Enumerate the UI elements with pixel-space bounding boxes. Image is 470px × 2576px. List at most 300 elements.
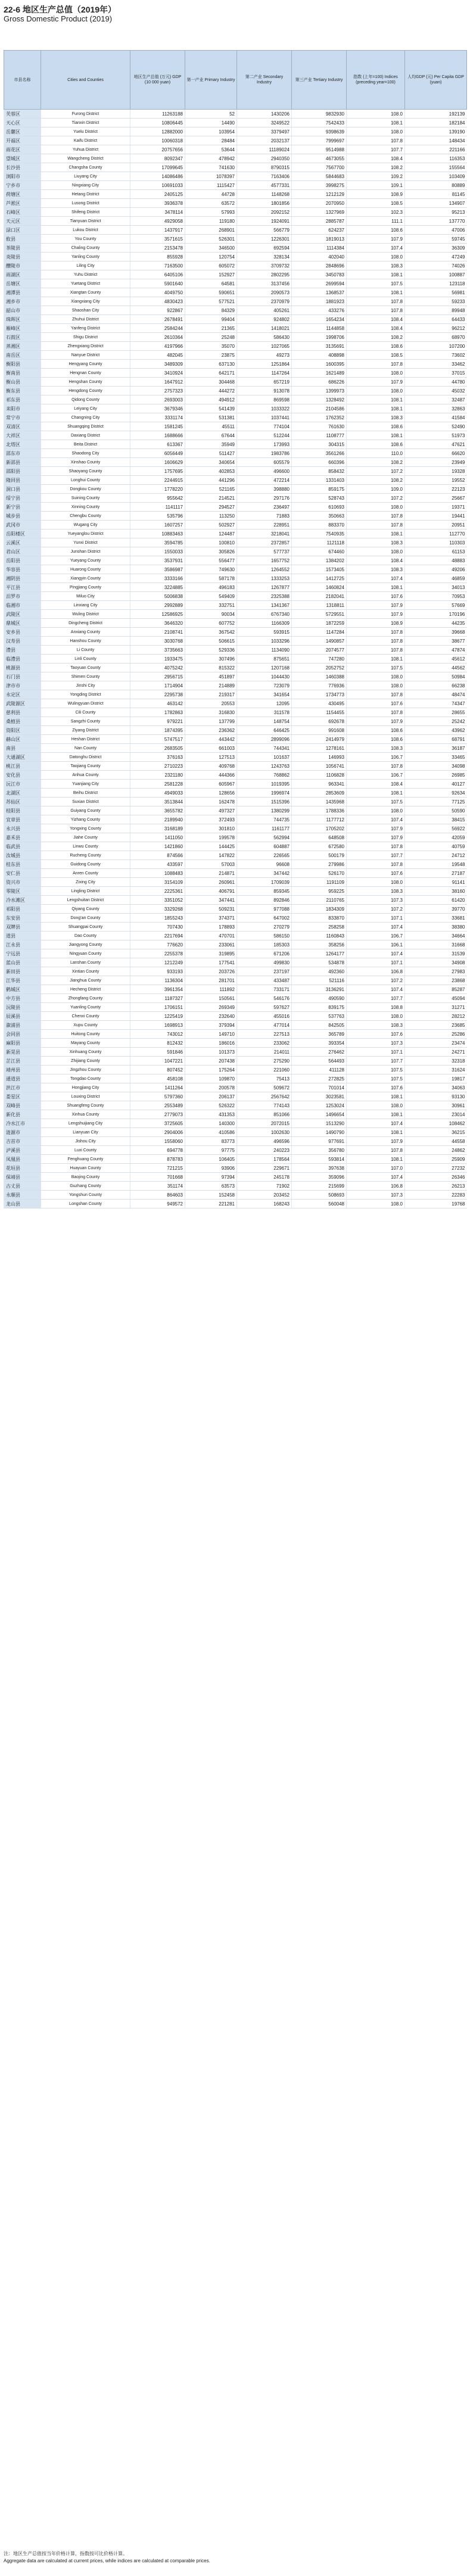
table-cell: 297176 bbox=[237, 494, 292, 503]
table-cell: 528743 bbox=[292, 494, 347, 503]
table-cell: 268901 bbox=[185, 226, 237, 235]
region-name-en: Louxing District bbox=[41, 1092, 130, 1101]
table-cell: 106.8 bbox=[347, 967, 405, 976]
region-name-cn: 武陵源区 bbox=[4, 699, 41, 708]
table-cell: 430495 bbox=[292, 699, 347, 708]
table-cell: 110303 bbox=[405, 538, 467, 547]
table-cell: 206137 bbox=[185, 1092, 237, 1101]
table-cell: 4049750 bbox=[130, 288, 185, 297]
table-cell: 2104586 bbox=[292, 404, 347, 413]
table-cell: 107.8 bbox=[347, 512, 405, 521]
region-name-en: Jinshi City bbox=[41, 681, 130, 690]
table-cell: 57003 bbox=[185, 860, 237, 869]
table-cell: 2553489 bbox=[130, 1101, 185, 1110]
table-cell: 521116 bbox=[292, 976, 347, 985]
table-cell: 833870 bbox=[292, 914, 347, 923]
table-cell: 1657752 bbox=[237, 556, 292, 565]
table-cell: 108.3 bbox=[347, 261, 405, 270]
table-cell: 351174 bbox=[130, 1182, 185, 1191]
table-cell: 227513 bbox=[237, 1030, 292, 1039]
table-cell: 107.8 bbox=[347, 136, 405, 145]
table-cell: 1734773 bbox=[292, 690, 347, 699]
table-cell: 107200 bbox=[405, 342, 467, 351]
table-cell: 107.2 bbox=[347, 494, 405, 503]
table-cell: 36309 bbox=[405, 244, 467, 253]
region-name-cn: 沅江市 bbox=[4, 780, 41, 789]
table-cell: 2956715 bbox=[130, 672, 185, 681]
region-name-cn: 安乡县 bbox=[4, 628, 41, 637]
table-cell: 1384202 bbox=[292, 556, 347, 565]
region-name-en: Anxiang County bbox=[41, 628, 130, 637]
table-cell: 214871 bbox=[185, 869, 237, 878]
region-name-cn: 永兴县 bbox=[4, 824, 41, 833]
table-cell: 233061 bbox=[185, 940, 237, 949]
table-cell: 23474 bbox=[405, 1039, 467, 1048]
table-cell: 991608 bbox=[292, 726, 347, 735]
table-row bbox=[4, 762, 467, 771]
table-row bbox=[4, 1101, 467, 1110]
table-cell: 23949 bbox=[405, 458, 467, 467]
table-row bbox=[4, 395, 467, 404]
region-name-en: Qiyang County bbox=[41, 905, 130, 914]
table-cell: 7163406 bbox=[237, 172, 292, 181]
table-row bbox=[4, 914, 467, 923]
table-cell: 1212129 bbox=[292, 190, 347, 199]
region-name-cn: 桂阳县 bbox=[4, 806, 41, 815]
table-cell: 35070 bbox=[185, 342, 237, 351]
region-name-cn: 花垣县 bbox=[4, 1164, 41, 1173]
region-name-en: Suining County bbox=[41, 494, 130, 503]
table-cell: 102.3 bbox=[347, 208, 405, 217]
region-name-cn: 江永县 bbox=[4, 940, 41, 949]
table-cell: 260961 bbox=[185, 878, 237, 887]
table-cell: 107.8 bbox=[347, 297, 405, 306]
region-name-cn: 常宁市 bbox=[4, 413, 41, 422]
region-name-en: Xinhuang County bbox=[41, 1048, 130, 1057]
table-cell: 332751 bbox=[185, 601, 237, 610]
table-cell: 1996974 bbox=[237, 789, 292, 798]
table-cell: 107.9 bbox=[347, 833, 405, 842]
table-row bbox=[4, 315, 467, 324]
region-name-en: Lianyuan City bbox=[41, 1128, 130, 1137]
table-cell: 32863 bbox=[405, 404, 467, 413]
table-cell: 23868 bbox=[405, 976, 467, 985]
table-cell: 316830 bbox=[185, 708, 237, 717]
table-row bbox=[4, 1146, 467, 1155]
table-cell: 1418021 bbox=[237, 324, 292, 333]
table-cell: 761630 bbox=[292, 422, 347, 431]
region-name-en: Chenxi County bbox=[41, 1012, 130, 1021]
table-row bbox=[4, 708, 467, 717]
table-cell: 107.9 bbox=[347, 824, 405, 833]
region-name-en: Nanyue District bbox=[41, 351, 130, 360]
table-cell: 2189940 bbox=[130, 815, 185, 824]
region-name-cn: 临武县 bbox=[4, 842, 41, 851]
table-cell: 2092152 bbox=[237, 208, 292, 217]
table-row bbox=[4, 1191, 467, 1200]
table-cell: 107.8 bbox=[347, 690, 405, 699]
region-name-en: Lukou District bbox=[41, 226, 130, 235]
table-cell: 1141117 bbox=[130, 503, 185, 512]
table-cell: 2217694 bbox=[130, 932, 185, 940]
table-cell: 1148268 bbox=[237, 190, 292, 199]
table-cell: 107.8 bbox=[347, 708, 405, 717]
table-row bbox=[4, 110, 467, 119]
table-cell: 7542433 bbox=[292, 119, 347, 127]
table-cell: 22123 bbox=[405, 485, 467, 494]
region-name-en: Hengdong County bbox=[41, 387, 130, 395]
table-cell: 1834309 bbox=[292, 905, 347, 914]
table-cell: 146993 bbox=[292, 753, 347, 762]
table-cell: 108.1 bbox=[347, 431, 405, 440]
table-cell: 1399973 bbox=[292, 387, 347, 395]
table-row bbox=[4, 1003, 467, 1012]
table-cell: 64433 bbox=[405, 315, 467, 324]
table-cell: 5729551 bbox=[292, 610, 347, 619]
table-cell: 1513290 bbox=[292, 1119, 347, 1128]
table-cell: 405261 bbox=[237, 306, 292, 315]
table-row bbox=[4, 735, 467, 744]
region-name-en: Mayang County bbox=[41, 1039, 130, 1048]
table-cell: 1088483 bbox=[130, 869, 185, 878]
region-name-cn: 雨湖区 bbox=[4, 270, 41, 279]
region-name-en: Zhijiang County bbox=[41, 1057, 130, 1066]
region-name-cn: 桃江县 bbox=[4, 762, 41, 771]
table-row bbox=[4, 789, 467, 798]
table-row bbox=[4, 503, 467, 512]
table-cell: 1881923 bbox=[292, 297, 347, 306]
table-cell: 1047221 bbox=[130, 1057, 185, 1066]
region-name-en: Xiangtan County bbox=[41, 288, 130, 297]
table-cell: 2325388 bbox=[237, 592, 292, 601]
table-cell: 374371 bbox=[185, 914, 237, 923]
table-cell: 107.2 bbox=[347, 976, 405, 985]
table-cell: 51973 bbox=[405, 431, 467, 440]
region-name-cn: 新化县 bbox=[4, 1110, 41, 1119]
table-row bbox=[4, 413, 467, 422]
table-cell: 692678 bbox=[292, 717, 347, 726]
table-cell: 2295738 bbox=[130, 690, 185, 699]
table-row bbox=[4, 494, 467, 503]
table-cell: 1437917 bbox=[130, 226, 185, 235]
region-name-cn: 会同县 bbox=[4, 1030, 41, 1039]
table-cell: 774104 bbox=[237, 422, 292, 431]
table-cell: 168243 bbox=[237, 1200, 292, 1208]
table-cell: 93130 bbox=[405, 1092, 467, 1101]
table-cell: 859345 bbox=[237, 887, 292, 896]
region-name-cn: 吉首市 bbox=[4, 1137, 41, 1146]
table-cell: 3478114 bbox=[130, 208, 185, 217]
region-name-en: Lusong District bbox=[41, 199, 130, 208]
region-name-cn: 芦淞区 bbox=[4, 199, 41, 208]
table-cell: 33462 bbox=[405, 360, 467, 369]
table-cell: 8092347 bbox=[130, 154, 185, 163]
table-cell: 108.0 bbox=[347, 806, 405, 815]
table-row bbox=[4, 753, 467, 762]
table-cell: 1706151 bbox=[130, 1003, 185, 1012]
table-cell: 149710 bbox=[185, 1030, 237, 1039]
table-cell: 215699 bbox=[292, 1182, 347, 1191]
table-row bbox=[4, 1137, 467, 1146]
table-cell: 2885787 bbox=[292, 217, 347, 226]
table-cell: 21365 bbox=[185, 324, 237, 333]
region-name-cn: 道县 bbox=[4, 932, 41, 940]
table-cell: 83773 bbox=[185, 1137, 237, 1146]
table-cell: 3135691 bbox=[292, 342, 347, 351]
table-row bbox=[4, 235, 467, 244]
table-cell: 108.4 bbox=[347, 154, 405, 163]
table-cell: 108.1 bbox=[347, 789, 405, 798]
table-row bbox=[4, 717, 467, 726]
table-cell: 410586 bbox=[185, 1128, 237, 1137]
table-cell: 463142 bbox=[130, 699, 185, 708]
region-name-cn: 汝城县 bbox=[4, 851, 41, 860]
table-cell: 642171 bbox=[185, 369, 237, 378]
title-block bbox=[4, 5, 116, 24]
column-header: 指数 (上年=100) Indices (preceding year=100) bbox=[347, 51, 405, 110]
table-cell: 2153478 bbox=[130, 244, 185, 253]
table-row bbox=[4, 780, 467, 789]
region-name-en: Rucheng County bbox=[41, 851, 130, 860]
table-row bbox=[4, 270, 467, 279]
table-cell: 590651 bbox=[185, 288, 237, 297]
table-cell: 674460 bbox=[292, 547, 347, 556]
region-name-cn: 邵东市 bbox=[4, 449, 41, 458]
table-cell: 2244915 bbox=[130, 476, 185, 485]
table-row bbox=[4, 351, 467, 360]
table-cell: 106.7 bbox=[347, 753, 405, 762]
table-cell: 815322 bbox=[185, 664, 237, 672]
region-name-en: Heshan District bbox=[41, 735, 130, 744]
table-row bbox=[4, 967, 467, 976]
table-cell: 178564 bbox=[237, 1155, 292, 1164]
table-cell: 2567642 bbox=[237, 1092, 292, 1101]
region-name-cn: 隆回县 bbox=[4, 476, 41, 485]
region-name-en: Ningxiang City bbox=[41, 181, 130, 190]
table-cell: 1144858 bbox=[292, 324, 347, 333]
region-name-cn: 东安县 bbox=[4, 914, 41, 923]
table-cell: 74026 bbox=[405, 261, 467, 270]
region-name-cn: 华容县 bbox=[4, 565, 41, 574]
table-row bbox=[4, 440, 467, 449]
table-cell: 694778 bbox=[130, 1146, 185, 1155]
table-cell: 1983786 bbox=[237, 449, 292, 458]
region-name-cn: 祁东县 bbox=[4, 395, 41, 404]
region-name-cn: 永定区 bbox=[4, 690, 41, 699]
table-cell: 4830423 bbox=[130, 297, 185, 306]
table-cell: 108.1 bbox=[347, 395, 405, 404]
table-cell: 12586925 bbox=[130, 610, 185, 619]
table-cell: 556477 bbox=[185, 556, 237, 565]
table-cell: 1136304 bbox=[130, 976, 185, 985]
table-cell: 59745 bbox=[405, 235, 467, 244]
table-row bbox=[4, 878, 467, 887]
table-cell: 116353 bbox=[405, 154, 467, 163]
table-cell: 1121118 bbox=[292, 538, 347, 547]
table-cell: 10883463 bbox=[130, 529, 185, 538]
table-row bbox=[4, 637, 467, 646]
table-cell: 33681 bbox=[405, 914, 467, 923]
table-cell: 444272 bbox=[185, 387, 237, 395]
table-cell: 3168189 bbox=[130, 824, 185, 833]
table-row bbox=[4, 1173, 467, 1182]
table-cell: 44728 bbox=[185, 190, 237, 199]
table-cell: 63572 bbox=[185, 199, 237, 208]
table-cell: 743012 bbox=[130, 1030, 185, 1039]
table-cell: 531381 bbox=[185, 413, 237, 422]
region-name-cn: 溆浦县 bbox=[4, 1021, 41, 1030]
table-cell: 186016 bbox=[185, 1039, 237, 1048]
table-cell: 49273 bbox=[237, 351, 292, 360]
table-cell: 2405125 bbox=[130, 190, 185, 199]
table-cell: 23014 bbox=[405, 1110, 467, 1119]
table-cell: 6405106 bbox=[130, 270, 185, 279]
region-name-en: Tongdao County bbox=[41, 1074, 130, 1083]
region-name-cn: 武冈市 bbox=[4, 521, 41, 529]
table-cell: 45094 bbox=[405, 994, 467, 1003]
table-cell: 1421860 bbox=[130, 842, 185, 851]
table-cell: 4577331 bbox=[237, 181, 292, 190]
table-cell: 50984 bbox=[405, 672, 467, 681]
table-cell: 1654234 bbox=[292, 315, 347, 324]
table-cell: 270279 bbox=[237, 923, 292, 932]
table-cell: 1550033 bbox=[130, 547, 185, 556]
table-cell: 26213 bbox=[405, 1182, 467, 1191]
region-name-en: Lingling District bbox=[41, 887, 130, 896]
table-cell: 376163 bbox=[130, 753, 185, 762]
table-cell: 1460824 bbox=[292, 583, 347, 592]
region-name-cn: 桂东县 bbox=[4, 860, 41, 869]
table-row bbox=[4, 127, 467, 136]
region-name-en: Yongxing County bbox=[41, 824, 130, 833]
table-cell: 701014 bbox=[292, 1083, 347, 1092]
table-cell: 744341 bbox=[237, 744, 292, 753]
table-cell: 19817 bbox=[405, 1074, 467, 1083]
table-cell: 48883 bbox=[405, 556, 467, 565]
table-row bbox=[4, 815, 467, 824]
table-cell: 359096 bbox=[292, 1173, 347, 1182]
region-name-en: Datonghu District bbox=[41, 753, 130, 762]
region-name-cn: 开福区 bbox=[4, 136, 41, 145]
table-cell: 106.1 bbox=[347, 940, 405, 949]
region-name-en: Beita District bbox=[41, 440, 130, 449]
table-cell: 1331403 bbox=[292, 476, 347, 485]
region-name-cn: 通道县 bbox=[4, 1074, 41, 1083]
region-name-en: Guzhang County bbox=[41, 1182, 130, 1191]
region-name-en: Suxian District bbox=[41, 798, 130, 806]
region-name-cn: 岳阳楼区 bbox=[4, 529, 41, 538]
table-cell: 1177712 bbox=[292, 815, 347, 824]
table-cell: 1134090 bbox=[237, 646, 292, 655]
region-name-cn: 岳塘区 bbox=[4, 279, 41, 288]
region-name-cn: 平江县 bbox=[4, 583, 41, 592]
table-cell: 6767340 bbox=[237, 610, 292, 619]
table-cell: 433487 bbox=[237, 976, 292, 985]
region-name-cn: 大祥区 bbox=[4, 431, 41, 440]
region-name-cn: 辰溪县 bbox=[4, 1012, 41, 1021]
table-cell: 41584 bbox=[405, 413, 467, 422]
table-cell: 307496 bbox=[185, 655, 237, 664]
region-name-cn: 武陵区 bbox=[4, 610, 41, 619]
region-name-cn: 保靖县 bbox=[4, 1173, 41, 1182]
table-cell: 3030768 bbox=[130, 637, 185, 646]
table-cell: 367542 bbox=[185, 628, 237, 637]
region-name-cn: 岳麓区 bbox=[4, 127, 41, 136]
table-cell: 100887 bbox=[405, 270, 467, 279]
table-cell: 24271 bbox=[405, 1048, 467, 1057]
table-cell: 47621 bbox=[405, 440, 467, 449]
region-name-cn: 汉寿县 bbox=[4, 637, 41, 646]
table-cell: 28484 bbox=[185, 136, 237, 145]
table-cell: 95213 bbox=[405, 208, 467, 217]
region-name-cn: 桑植县 bbox=[4, 717, 41, 726]
table-cell: 3023581 bbox=[292, 1092, 347, 1101]
table-cell: 107.6 bbox=[347, 1030, 405, 1039]
table-cell: 441296 bbox=[185, 476, 237, 485]
table-row bbox=[4, 601, 467, 610]
table-cell: 3218041 bbox=[237, 529, 292, 538]
table-cell: 744735 bbox=[237, 815, 292, 824]
table-cell: 3513844 bbox=[130, 798, 185, 806]
table-cell: 107.1 bbox=[347, 958, 405, 967]
table-cell: 605072 bbox=[185, 261, 237, 270]
table-cell: 864603 bbox=[130, 1191, 185, 1200]
region-name-cn: 珠晖区 bbox=[4, 315, 41, 324]
table-cell: 107.8 bbox=[347, 360, 405, 369]
table-cell: 1002630 bbox=[237, 1128, 292, 1137]
table-cell: 25248 bbox=[185, 333, 237, 342]
table-cell: 14490 bbox=[185, 119, 237, 127]
table-cell: 232640 bbox=[185, 1012, 237, 1021]
table-cell: 68791 bbox=[405, 735, 467, 744]
region-name-cn: 赫山区 bbox=[4, 735, 41, 744]
table-cell: 228951 bbox=[237, 521, 292, 529]
table-cell: 107.5 bbox=[347, 664, 405, 672]
table-cell: 3646320 bbox=[130, 619, 185, 628]
table-cell: 109.2 bbox=[347, 172, 405, 181]
region-name-cn: 洞口县 bbox=[4, 485, 41, 494]
region-name-en: Shaoyang County bbox=[41, 467, 130, 476]
table-cell: 107.8 bbox=[347, 521, 405, 529]
table-cell: 106405 bbox=[185, 1155, 237, 1164]
table-cell: 1688666 bbox=[130, 431, 185, 440]
table-cell: 36187 bbox=[405, 744, 467, 753]
table-cell: 108.9 bbox=[347, 619, 405, 628]
table-cell: 365789 bbox=[292, 1030, 347, 1039]
table-cell: 61420 bbox=[405, 896, 467, 905]
table-row bbox=[4, 279, 467, 288]
table-cell: 107.1 bbox=[347, 1048, 405, 1057]
region-name-en: Hecheng District bbox=[41, 985, 130, 994]
table-cell: 1490857 bbox=[292, 637, 347, 646]
table-cell: 52490 bbox=[405, 422, 467, 431]
table-cell: 107.9 bbox=[347, 610, 405, 619]
region-name-cn: 津市市 bbox=[4, 681, 41, 690]
table-cell: 340654 bbox=[185, 458, 237, 467]
region-name-en: Ningyuan County bbox=[41, 949, 130, 958]
table-cell: 108.0 bbox=[347, 369, 405, 378]
table-cell: 47249 bbox=[405, 253, 467, 261]
table-cell: 358256 bbox=[292, 940, 347, 949]
table-cell: 107.8 bbox=[347, 842, 405, 851]
table-cell: 1278161 bbox=[292, 744, 347, 753]
table-cell: 1412725 bbox=[292, 574, 347, 583]
region-name-en: You County bbox=[41, 235, 130, 244]
table-cell: 3450783 bbox=[292, 270, 347, 279]
table-cell: 2090573 bbox=[237, 288, 292, 297]
table-cell: 66620 bbox=[405, 449, 467, 458]
table-cell: 3136291 bbox=[292, 985, 347, 994]
